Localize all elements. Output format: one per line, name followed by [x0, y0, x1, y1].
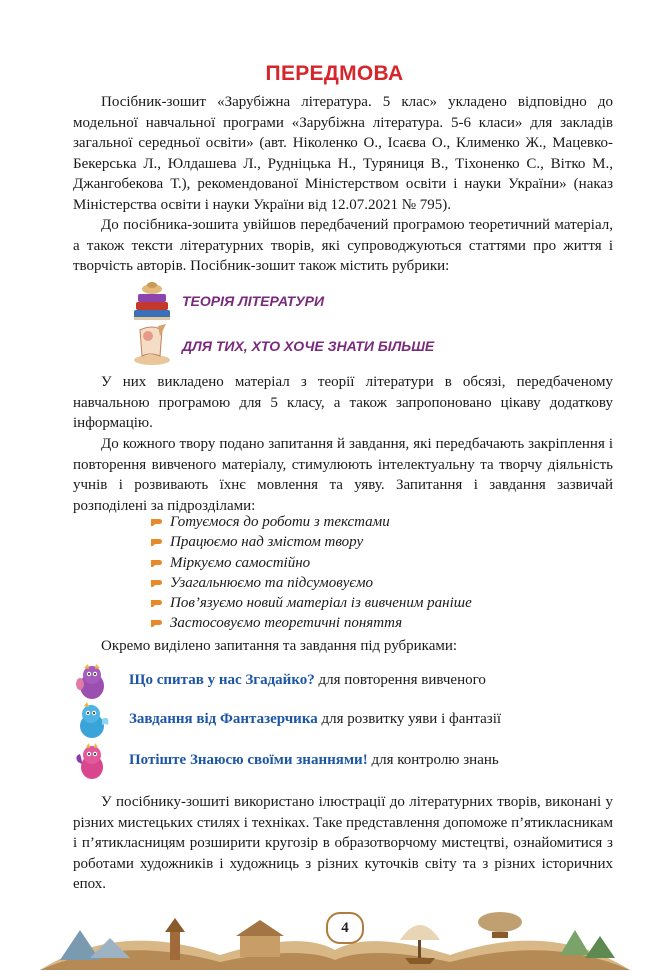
pointing-hand-icon	[150, 536, 163, 547]
scroll-quill-icon	[130, 322, 174, 366]
pink-dragon-icon	[72, 742, 112, 782]
page-number: 4	[326, 912, 364, 944]
rubric-label: ТЕОРІЯ ЛІТЕРАТУРИ	[182, 293, 325, 309]
rubric-zgadaiko	[72, 662, 632, 702]
content-paragraph: До посібника-зошита увійшов передбачений програмою теоретичний матеріал, а також тексти літературних творів, які супроводжуються статтями про життя і творчість авторів. Посібник-зошит також містить рубрики:	[73, 217, 613, 274]
rubric-name: Що спитав у нас Згадайко?	[129, 672, 315, 688]
page-title: ПЕРЕДМОВА	[265, 62, 404, 85]
rubric-purpose: для контролю знань	[367, 752, 499, 768]
pointing-hand-icon	[150, 597, 163, 608]
pointing-hand-icon	[150, 557, 163, 568]
rubric-purpose: для повторення вивченого	[314, 672, 486, 688]
pointing-hand-icon	[150, 577, 163, 588]
list-item: Застосовуємо теоретичні поняття	[150, 613, 472, 633]
rubric-name: Потіште Знаюсю своїми знаннями!	[129, 752, 368, 768]
rubric-more	[130, 322, 550, 364]
books-stack-icon	[130, 280, 174, 324]
rubric-purpose: для розвитку уяви і фантазії	[317, 711, 502, 727]
illustrations-paragraph: У посібнику-зошиті використано ілюстрації до літературних творів, виконані у різних мистецьких стилях і техніках. Таке представлення допоможе п’ятикласникам і п’ятикласницям розширити кругозір в образотворчому мистецтві, ознайомитися з роботами художників і художниць з різних куточків світу та з різних історичних епох.	[73, 794, 613, 892]
rubric-label: ДЛЯ ТИХ, ХТО ХОЧЕ ЗНАТИ БІЛЬШЕ	[182, 338, 435, 354]
list-item: Пов’язуємо новий матеріал із вивченим раніше	[150, 593, 472, 613]
list-item: Узагальнюємо та підсумовуємо	[150, 573, 472, 593]
blue-dragon-icon	[72, 701, 112, 741]
questions-paragraph: До кожного твору подано запитання й завдання, які передбачають закріплення і повторення вивченого матеріалу, стимулюють інтелектуальну та творчу діяльність учнів і розвивають їхнє мовлення та уяву. Запитання і завдання зазвичай розподілені за підрозділами:	[73, 436, 613, 514]
pointing-hand-icon	[150, 617, 163, 628]
rubric-name: Завдання від Фантазерчика	[129, 711, 318, 727]
subsections-list	[150, 512, 472, 634]
pointing-hand-icon	[150, 516, 163, 527]
purple-dragon-icon	[72, 662, 112, 702]
theory-paragraph: У них викладено матеріал з теорії літератури в обсязі, передбаченому навчальною програмою для 5 класу, а також запропоновано цікаву додаткову інформацію.	[73, 374, 613, 431]
rubrics-intro: Окремо виділено запитання та завдання під рубриками:	[101, 638, 458, 654]
rubric-fantazerchyk	[72, 701, 632, 741]
list-item: Готуємося до роботи з текстами	[150, 512, 472, 532]
rubric-znaiusia	[72, 742, 632, 782]
intro-paragraph: Посібник-зошит «Зарубіжна література. 5 клас» укладено відповідно до модельної навчальної програми «Зарубіжна література. 5-6 класи» для закладів загальної середньої освіти» (авт. Ніколенко О., Ісаєва О., Клименко Ж., Мацевко-Бекерська Л., Юлдашева Л., Рудніцька Н., Туряниця В., Тіхоненко С., Вітко М., Джангобекова Т.), рекомендованої Міністерством освіти і науки України» (наказ Міністерства освіти і науки України від 12.07.2021 № 795).	[73, 94, 613, 213]
list-item: Працюємо над змістом твору	[150, 532, 472, 552]
rubric-theory	[130, 280, 550, 322]
list-item: Міркуємо самостійно	[150, 553, 472, 573]
